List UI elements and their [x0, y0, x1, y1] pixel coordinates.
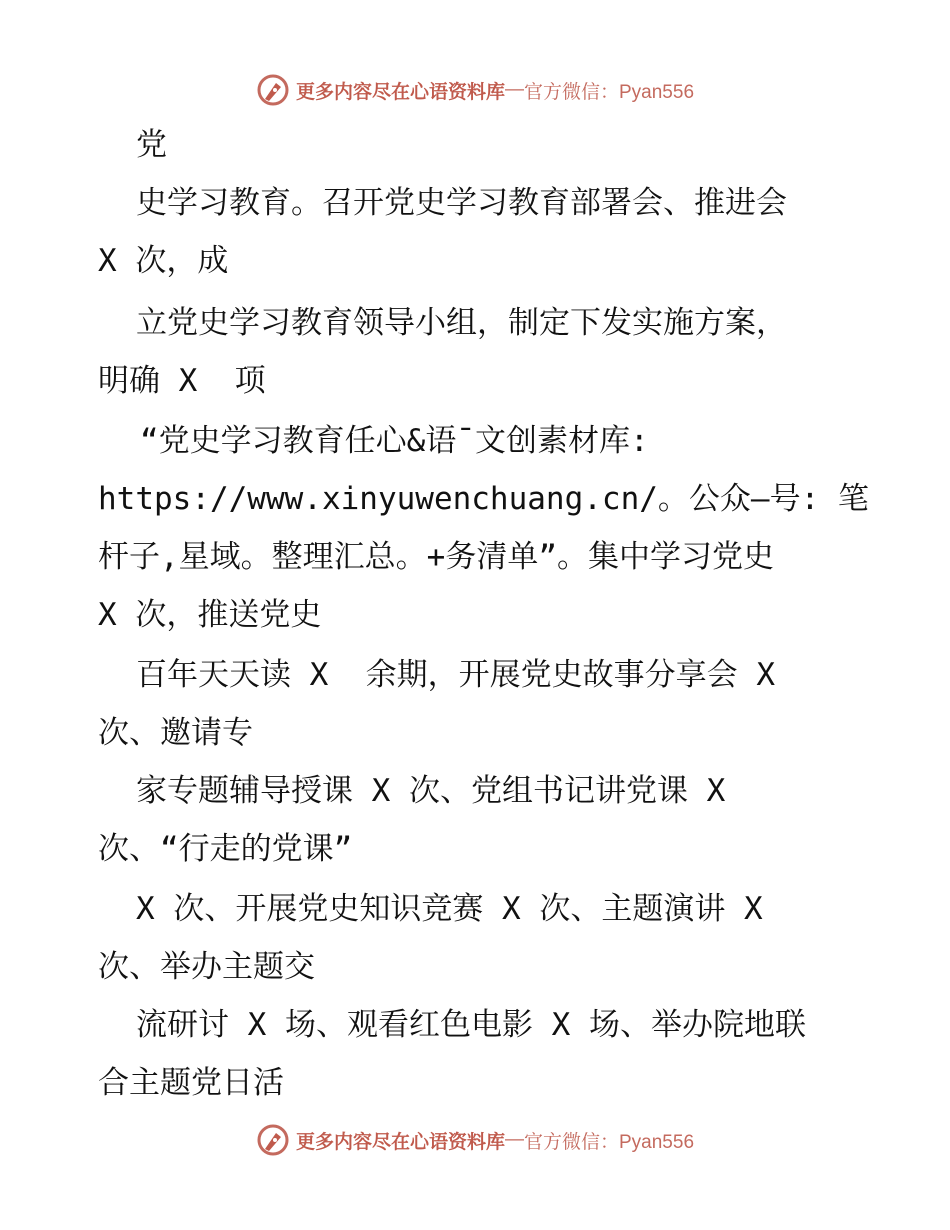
watermark-site-text: 更多内容尽在心语资料库 [295, 1131, 505, 1153]
text-line: 流研讨 X 场、观看红色电影 X 场、举办院地联 [136, 1007, 806, 1043]
text-line: X 次，推送党史 [98, 597, 322, 633]
text-line: “党史学习教育任心&语¯文创素材库: [140, 423, 649, 459]
text-line: 党 [136, 127, 167, 163]
watermark-account-text: 官方微信：Pyan556 [524, 81, 695, 103]
text-line: X 次，成 [98, 243, 229, 279]
watermark-separator: — [505, 79, 524, 100]
watermark-footer [0, 1120, 950, 1160]
watermark-account-text: 官方微信：Pyan556 [524, 1131, 695, 1153]
text-line: 杆子,星域。整理汇总。+务清单”。集中学习党史 [98, 539, 774, 575]
text-line: 明确 X 项 [98, 363, 266, 399]
watermark-site-text: 更多内容尽在心语资料库 [295, 81, 505, 103]
pen-nib-logo-icon [256, 73, 290, 107]
text-line: 立党史学习教育领导小组，制定下发实施方案， [136, 305, 787, 341]
text-line: https://www.xinyuwenchuang.cn/。公众—号: 笔 [98, 481, 869, 517]
text-line: 次、举办主题交 [98, 949, 315, 985]
text-line: 次、“行走的党课” [98, 831, 353, 867]
text-line: 史学习教育。召开党史学习教育部署会、推进会 [136, 185, 787, 221]
text-line: 合主题党日活 [98, 1065, 284, 1101]
text-line: 家专题辅导授课 X 次、党组书记讲党课 X [136, 773, 726, 809]
text-line: 百年天天读 X 余期，开展党史故事分享会 X [136, 657, 775, 693]
watermark-header [0, 70, 950, 110]
watermark-separator: — [505, 1129, 524, 1150]
text-line: 次、邀请专 [98, 715, 253, 751]
text-line: X 次、开展党史知识竞赛 X 次、主题演讲 X [136, 891, 763, 927]
pen-nib-logo-icon [256, 1123, 290, 1157]
